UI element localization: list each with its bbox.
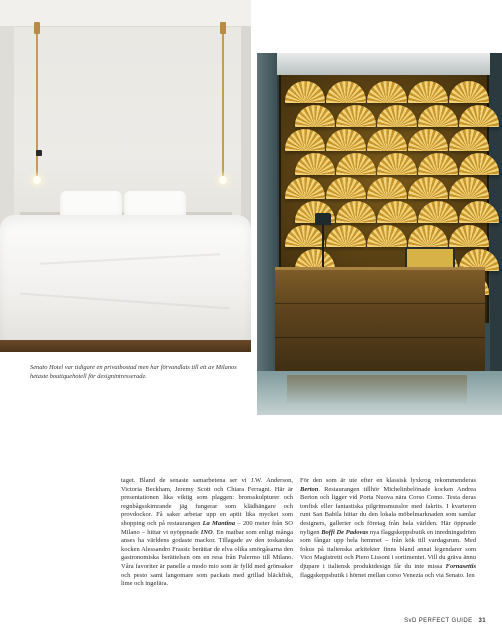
ginkgo-fan-tile (326, 225, 366, 247)
ginkgo-fan-tile (336, 153, 376, 175)
page-footer (404, 618, 486, 624)
ginkgo-fan-tile (367, 81, 407, 103)
highlighted-name: Fornasettis (445, 562, 476, 570)
text-run: Få saker arbetar upp en aptit lika mycket som shopping och på restaurangen (121, 511, 294, 527)
publication-label: SvD PERFECT GUIDE (404, 618, 473, 624)
ginkgo-fan-tile (295, 105, 335, 127)
reception-desk (275, 267, 485, 374)
ginkgo-fan-tile (336, 201, 376, 223)
desk-lamp-shade (315, 213, 331, 225)
text-run: För den som är ute efter en klassisk lyxkrog rekommenderas (300, 477, 476, 484)
ginkgo-fan-tile (326, 129, 366, 151)
ginkgo-fan-tile (418, 201, 458, 223)
highlighted-name: Boffi De Padovas (321, 528, 369, 536)
ceiling (257, 53, 502, 75)
bed (0, 215, 251, 343)
ginkgo-fan-tile (449, 81, 489, 103)
highlighted-name: La Mantina (202, 519, 236, 527)
hotel-bedroom-photo (0, 0, 251, 352)
ginkgo-fan-tile (285, 225, 325, 247)
ginkgo-fan-tile (377, 153, 417, 175)
ginkgo-fan-tile (408, 129, 448, 151)
desk-seam (275, 303, 485, 304)
body-text-column-1 (121, 477, 293, 589)
wall-switch (36, 150, 42, 156)
desk-lamp-stem (322, 225, 324, 269)
pendant-lamp-bulb (33, 176, 41, 184)
text-run: . Restaurangen tillhör Michelinbelönade kocken Andrea Berton och ligger vid Porta Nuova nära Corso Como. Testa deras tonfisk eller fantastiska pilgrimsmusslor med fakrits. (300, 485, 476, 510)
ginkgo-fan-tile (285, 81, 325, 103)
ginkgo-fan-tile (377, 201, 417, 223)
body-text-column-2 (300, 477, 476, 580)
ginkgo-fan-tile (418, 105, 458, 127)
pendant-lamp-bulb (219, 176, 227, 184)
highlighted-name: Berton (300, 485, 319, 493)
ginkgo-fan-tile (367, 177, 407, 199)
ginkgo-fan-tile (285, 129, 325, 151)
ginkgo-fan-tile (408, 225, 448, 247)
ginkgo-fan-tile (285, 177, 325, 199)
highlighted-name: INO (200, 528, 213, 536)
pendant-lamp-wire (222, 26, 224, 176)
photo-caption: Senato Hotel var tidigare en privatbostad men har förvandlats till ett av Milanos hetaste boutiquehotell för designintresserade. (30, 364, 237, 381)
text-run: taget. Bland de senaste samarbetena ser vi J.W. Anderson, Victoria Beckham, Jeremy Scott och Chiara Ferragni. Här är presentationen lika viktig som plaggen: bronsskulpturer och regnbågsskimrande jäg fungerar som klädhängare och provdockor. (121, 477, 293, 519)
ginkgo-fan-tile (408, 81, 448, 103)
desk-seam (275, 337, 485, 338)
ginkgo-fan-tile (336, 105, 376, 127)
pendant-lamp-cap (34, 22, 40, 34)
dark-wall (490, 53, 502, 415)
wooden-floor (0, 340, 251, 352)
window-light (257, 53, 277, 415)
ginkgo-fan-tile (377, 105, 417, 127)
text-run: I kvarteren runt San Babila hittar du den lokala möbelmarknaden som samlar designers, gallerier och företag från hela världen. Här öppnade nyligen (300, 502, 476, 536)
gold-ginkgo-wall-reception-photo (257, 53, 502, 415)
ginkgo-fan-tile (367, 225, 407, 247)
page-number: 31 (478, 618, 486, 624)
text-run: . En matbar som enligt många anses ha världens godaste mackor. Tillagade av den toskanska kocken Alessandro Frassic berättar de elva olika smörgåsarna den gastronomiska berättelsen om en resa från Palermo till Milano. Våra favoriter är panelle a modo mio som är fylld med grönsaker och pesto samt langomare som packats med grillad bläckfisk, lime och ingefära. (121, 528, 293, 588)
text-run: – 200 meter från SO Milano – hittar vi nyöppnade (121, 519, 293, 536)
ginkgo-fan-tile (367, 129, 407, 151)
ginkgo-fan-tile (418, 153, 458, 175)
ginkgo-fan-tile (326, 81, 366, 103)
floor-reflection (287, 375, 467, 405)
text-run: nya flaggskeppsbutik en inredningsdröm som fångar upp hela hemmet – från kök till vardagsrum. Med fokus på italienska arkitekter finns bland annat legendarer som Vico Magistretti och Piero Lissoni i sortimentet. Vill du gräva ännu djupare i italiensk produktdesign får du inte missa (300, 528, 476, 570)
ginkgo-fan-tile (449, 225, 489, 247)
ginkgo-fan-tile (449, 177, 489, 199)
ginkgo-fan-tile (295, 153, 335, 175)
text-run: flaggskeppsbutik i hörnet mellan corso Venezia och via Senato. Ien (300, 571, 475, 579)
ginkgo-fan-tile (408, 177, 448, 199)
pendant-lamp-cap (220, 22, 226, 34)
ginkgo-fan-tile (449, 129, 489, 151)
ginkgo-fan-tile (326, 177, 366, 199)
